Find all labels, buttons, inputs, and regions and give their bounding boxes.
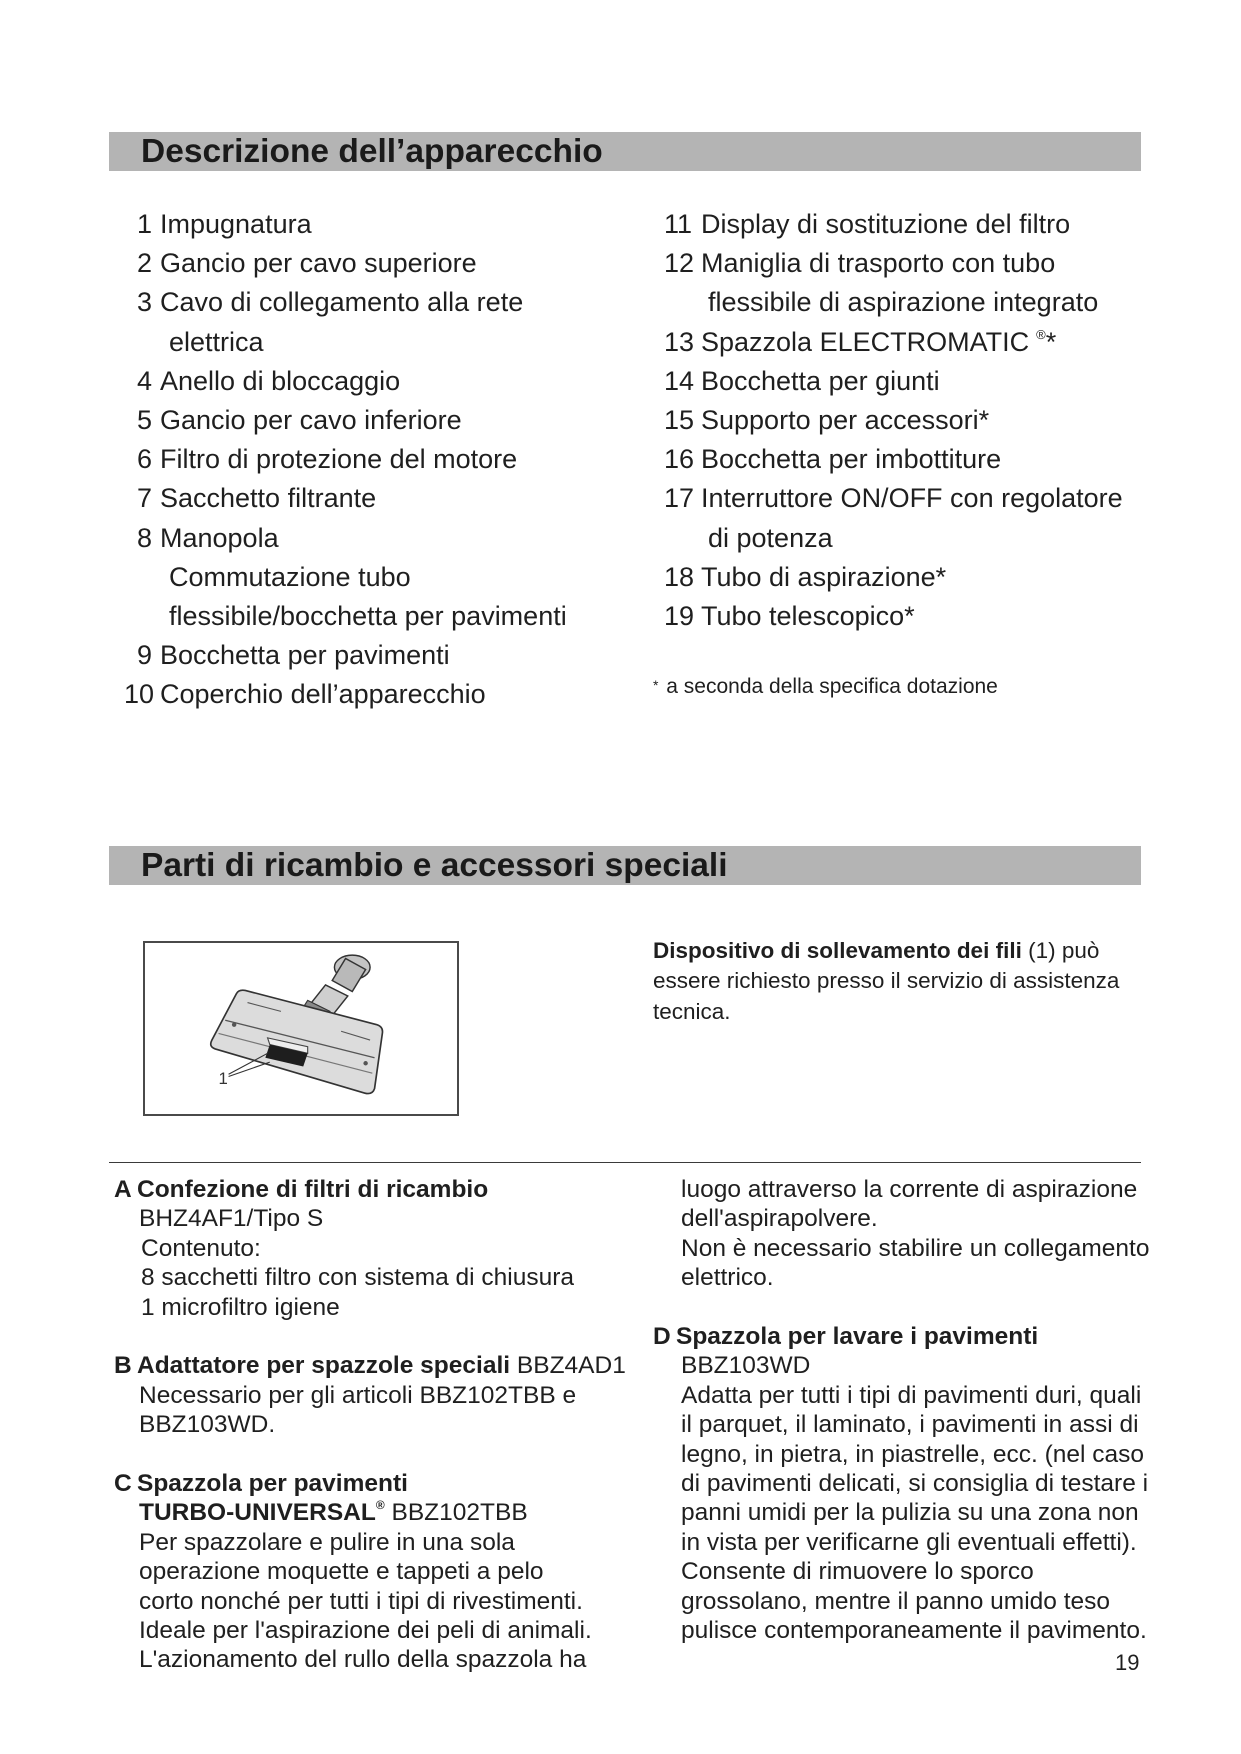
accessory-heading (653, 1322, 1150, 1351)
footnote-text: a seconda della specifica dotazione (666, 675, 998, 698)
accessory-title: Confezione di filtri di ricambio (137, 1176, 489, 1203)
accessory-letter: A (114, 1176, 132, 1203)
accessory-letter: D (653, 1323, 671, 1351)
section-header-description (109, 132, 1141, 171)
accessory-heading (114, 1175, 626, 1204)
item-number: 1 (136, 209, 152, 239)
accessory-c-continued (653, 1175, 1150, 1293)
registered-mark: ® (1036, 326, 1046, 342)
item-text: Bocchetta per pavimenti (160, 640, 450, 671)
accessory-line: 1 microfiltro igiene (141, 1293, 340, 1321)
page-number: 19 (1115, 1650, 1140, 1675)
list-item-continuation: elettrica (169, 326, 264, 357)
item-text: Bocchetta per imbottiture (701, 444, 1002, 475)
item-number: 3 (136, 287, 152, 318)
accessory-line: Consente di rimuovere lo sporco (681, 1558, 1034, 1586)
accessories-left-column (114, 1175, 626, 1675)
item-number: 14 (664, 365, 695, 396)
item-text: Manopola (160, 522, 279, 553)
list-item (124, 283, 567, 322)
accessory-title: Spazzola per pavimenti (137, 1470, 408, 1498)
item-number: 9 (136, 640, 152, 671)
item-text: Bocchetta per giunti (701, 365, 940, 396)
nozzle-dot (363, 1061, 367, 1065)
list-item-continuation: di potenza (708, 522, 833, 553)
list-item (664, 558, 1123, 597)
accessory-line: Non è necessario stabilire un collegamento (681, 1234, 1150, 1262)
accessory-code: BBZ4AD1 (516, 1352, 626, 1380)
accessory-line: Contenuto: (141, 1234, 261, 1262)
item-text: Cavo di collegamento alla rete (160, 287, 524, 318)
accessory-line: pulisce contemporaneamente il pavimento. (681, 1617, 1147, 1645)
item-number: 15 (664, 405, 695, 436)
footnote-mark: * (653, 677, 659, 693)
item-number: 12 (664, 248, 695, 279)
accessory-heading (114, 1469, 626, 1498)
list-item (664, 440, 1123, 479)
accessory-line: grossolano, mentre il panno umido teso (681, 1587, 1111, 1615)
accessory-letter: C (114, 1470, 132, 1498)
list-item (664, 362, 1123, 401)
item-text: Anello di bloccaggio (160, 365, 401, 396)
accessory-line: di pavimenti delicati, si consiglia di testare i (681, 1470, 1149, 1498)
accessory-line: Necessario per gli articoli BBZ102TBB e (139, 1381, 577, 1409)
accessory-line: BBZ103WD. (139, 1411, 276, 1439)
accessory-title: Adattatore per spazzole speciali (137, 1352, 511, 1380)
accessory-line: Per spazzolare e pulire in una sola (139, 1528, 515, 1556)
accessory-line: dell'aspirapolvere. (681, 1205, 878, 1233)
item-number: 18 (664, 561, 695, 592)
item-text: Spazzola ELECTROMATIC (701, 326, 1030, 357)
accessory-product: TURBO-UNIVERSAL (139, 1499, 376, 1527)
item-text: Filtro di protezione del motore (160, 444, 518, 475)
accessory-b (114, 1351, 626, 1439)
list-item (664, 401, 1123, 440)
item-number: 13 (664, 326, 695, 357)
list-item (124, 205, 567, 244)
registered-mark: ® (375, 1498, 385, 1513)
accessory-line: legno, in pietra, in piastrelle, ecc. (nel caso (681, 1440, 1145, 1468)
item-number: 7 (136, 483, 152, 514)
list-item-continuation: Commutazione tubo (169, 561, 411, 592)
item-number: 2 (136, 248, 152, 279)
note-line: tecnica. (653, 998, 731, 1024)
item-text: Gancio per cavo inferiore (160, 405, 462, 436)
accessory-line: corto nonché per tutti i tipi di rivestimenti. (139, 1587, 583, 1615)
list-item (664, 205, 1123, 244)
list-item (124, 519, 567, 558)
accessory-c (114, 1469, 626, 1675)
list-item-continuation: flessibile/bocchetta per pavimenti (169, 601, 567, 632)
accessory-heading (114, 1351, 626, 1380)
parts-list-right (664, 205, 1123, 636)
list-item (124, 636, 567, 675)
figure-label: 1 (218, 1069, 228, 1089)
accessory-line: in vista per verificarne gli eventuali effetti). (681, 1528, 1137, 1556)
accessory-line: Ideale per l'aspirazione dei peli di animali. (139, 1617, 592, 1645)
item-text: Maniglia di trasporto con tubo (701, 248, 1056, 279)
accessory-line: Adatta per tutti i tipi di pavimenti duri, quali (681, 1381, 1142, 1409)
accessory-line: il parquet, il laminato, i pavimenti in assi di (681, 1411, 1139, 1439)
accessory-line: elettrico. (681, 1264, 774, 1292)
nozzle-body (211, 990, 383, 1093)
item-text: Sacchetto filtrante (160, 483, 377, 514)
footnote (653, 672, 998, 700)
thread-lifter-note (653, 936, 1119, 1027)
item-text: Tubo di aspirazione* (701, 561, 947, 592)
note-bold: Dispositivo di sollevamento dei fili (653, 938, 1022, 963)
list-item (664, 479, 1123, 518)
note-line (653, 936, 1119, 966)
accessory-a (114, 1175, 626, 1322)
accessory-line: 8 sacchetti filtro con sistema di chiusura (141, 1264, 575, 1292)
item-text: Interruttore ON/OFF con regolatore (701, 483, 1123, 514)
list-item (124, 440, 567, 479)
item-number: 10 (124, 679, 155, 710)
item-number: 19 (664, 601, 695, 632)
list-item-continuation: flessibile di aspirazione integrato (708, 287, 1099, 318)
item-number: 5 (136, 405, 152, 436)
floor-nozzle-illustration (145, 943, 457, 1114)
list-item (124, 244, 567, 283)
list-item (124, 479, 567, 518)
floor-nozzle-figure (143, 941, 459, 1116)
list-item (664, 323, 1123, 362)
item-text: Supporto per accessori* (701, 405, 990, 436)
asterisk-mark: * (1045, 326, 1057, 357)
list-item (124, 362, 567, 401)
accessories-right-column (653, 1175, 1150, 1645)
accessory-line: BHZ4AF1/Tipo S (139, 1205, 324, 1233)
list-item (664, 244, 1123, 283)
accessory-line: luogo attraverso la corrente di aspirazione (681, 1176, 1138, 1203)
note-line: essere richiesto presso il servizio di assistenza (653, 968, 1120, 994)
item-number: 17 (664, 483, 695, 514)
parts-list-left (124, 205, 567, 715)
item-number: 8 (136, 522, 152, 553)
accessory-code: BBZ102TBB (391, 1499, 528, 1527)
section-header-spare-parts (109, 846, 1141, 885)
accessory-line: panni umidi per la pulizia su una zona non (681, 1499, 1139, 1527)
accessory-code: BBZ103WD (681, 1352, 811, 1380)
item-number: 16 (664, 444, 695, 475)
note-rest: (1) può (1028, 938, 1100, 963)
divider (109, 1162, 1141, 1163)
accessory-d (653, 1322, 1150, 1645)
item-text: Impugnatura (160, 209, 312, 239)
item-text: Display di sostituzione del filtro (701, 209, 1071, 239)
nozzle-dot (232, 1022, 236, 1026)
accessory-line: operazione moquette e tappeti a pelo (139, 1558, 544, 1586)
item-number: 4 (136, 365, 152, 396)
section-title: Parti di ricambio e accessori speciali (141, 847, 728, 884)
item-text: Tubo telescopico* (701, 601, 915, 632)
list-item (664, 597, 1123, 636)
section-title: Descrizione dell’apparecchio (141, 133, 603, 170)
accessory-letter: B (114, 1352, 132, 1380)
item-number: 6 (136, 444, 152, 475)
list-item (124, 401, 567, 440)
item-text: Gancio per cavo superiore (160, 248, 477, 279)
leader-line (229, 1062, 270, 1076)
accessory-title: Spazzola per lavare i pavimenti (676, 1323, 1039, 1351)
list-item (124, 675, 567, 714)
accessory-product-line (114, 1498, 626, 1527)
item-text: Coperchio dell’apparecchio (160, 679, 486, 710)
item-number: 11 (664, 209, 693, 239)
accessory-line: L'azionamento del rullo della spazzola ha (139, 1646, 587, 1674)
